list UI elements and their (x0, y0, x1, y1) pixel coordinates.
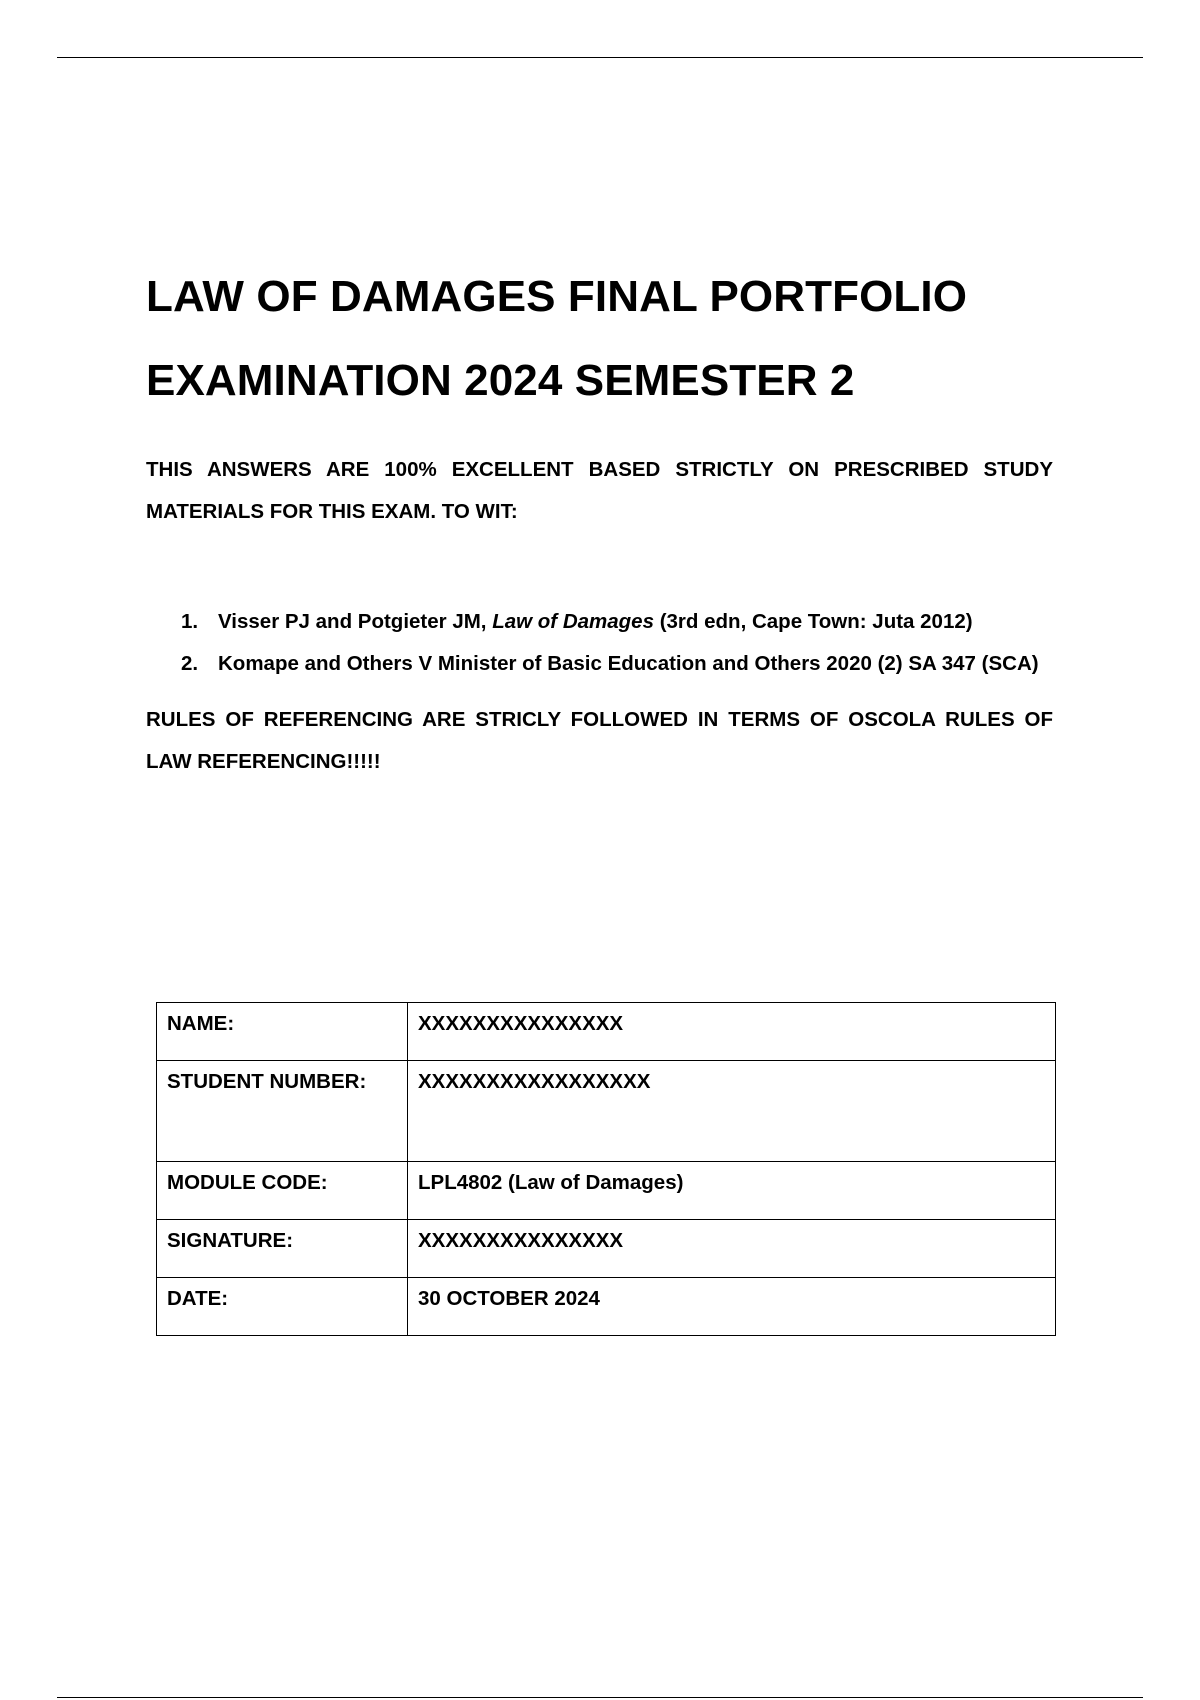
document-body (146, 255, 1053, 783)
reference-authors: Visser PJ and Potgieter JM, (218, 610, 487, 633)
date-value: 30 OCTOBER 2024 (408, 1278, 1056, 1336)
table-row (157, 1162, 1056, 1220)
title-line-2: EXAMINATION 2024 SEMESTER 2 (146, 356, 855, 405)
reference-book-title: Law of Damages (492, 610, 654, 633)
intro-paragraph: THIS ANSWERS ARE 100% EXCELLENT BASED STRICTLY ON PRESCRIBED STUDY MATERIALS FOR THIS EXAM. TO WIT: (146, 458, 1053, 523)
document-title (146, 255, 1053, 423)
reference-item (146, 601, 1053, 643)
table-row (157, 1003, 1056, 1061)
name-value: XXXXXXXXXXXXXXX (408, 1003, 1056, 1061)
referencing-rules-note: RULES OF REFERENCING ARE STRICLY FOLLOWED IN TERMS OF OSCOLA RULES OF LAW REFERENCING!!!!! (146, 708, 1053, 773)
table-row (157, 1061, 1056, 1162)
signature-value: XXXXXXXXXXXXXXX (408, 1220, 1056, 1278)
signature-label: SIGNATURE: (157, 1220, 408, 1278)
reference-item (146, 643, 1053, 685)
table-row (157, 1278, 1056, 1336)
student-number-label: STUDENT NUMBER: (157, 1061, 408, 1162)
table-row (157, 1220, 1056, 1278)
reference-details: (3rd edn, Cape Town: Juta 2012) (659, 610, 973, 633)
title-line-1: LAW OF DAMAGES FINAL PORTFOLIO (146, 272, 968, 321)
reference-number: 1. (181, 610, 199, 633)
name-label: NAME: (157, 1003, 408, 1061)
reference-text: Komape and Others V Minister of Basic Education and Others 2020 (2) SA 347 (SCA) (218, 652, 1039, 675)
header-rule (57, 57, 1143, 58)
reference-number: 2. (181, 652, 199, 675)
module-code-value: LPL4802 (Law of Damages) (408, 1162, 1056, 1220)
module-code-label: MODULE CODE: (157, 1162, 408, 1220)
student-number-value: XXXXXXXXXXXXXXXXX (408, 1061, 1056, 1162)
date-label: DATE: (157, 1278, 408, 1336)
footer-rule (57, 1697, 1143, 1698)
reference-list (146, 601, 1053, 685)
student-info-table (156, 1002, 1056, 1336)
